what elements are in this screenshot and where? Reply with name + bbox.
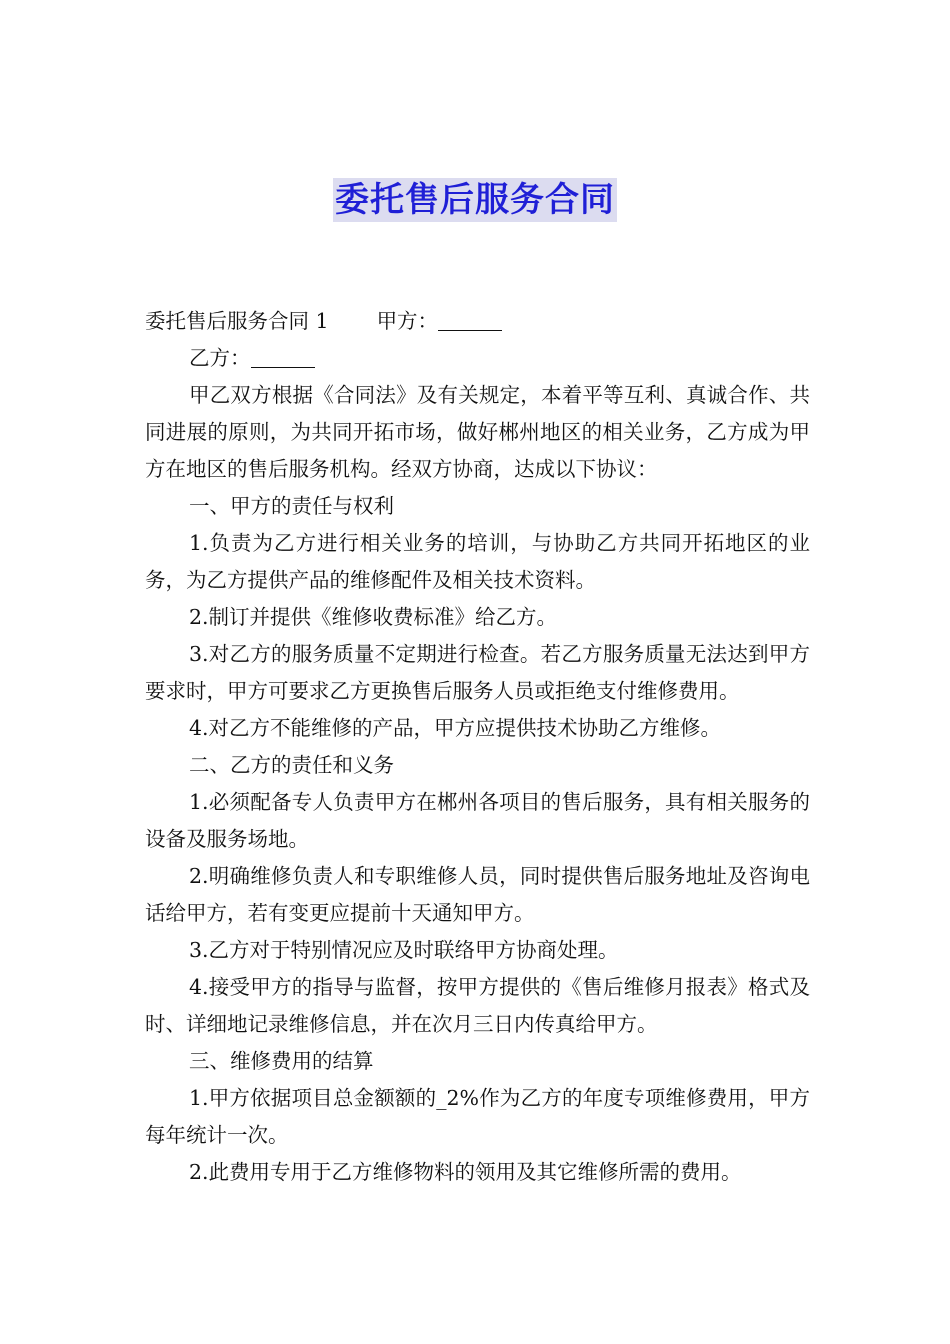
clause-b-4: 4.接受甲方的指导与监督，按甲方提供的《售后维修月报表》格式及时、详细地记录维修信息，并在次月三日内传真给甲方。 — [145, 975, 810, 1036]
party-a-line — [145, 303, 810, 340]
clause-b-2: 2.明确维修负责人和专职维修人员，同时提供售后服务地址及咨询电话给甲方，若有变更应提前十天通知甲方。 — [145, 864, 810, 925]
clause-b-3: 3.乙方对于特别情况应及时联络甲方协商处理。 — [189, 938, 619, 962]
party-b-label: 乙方： — [189, 346, 251, 370]
clause-b-1: 1.必须配备专人负责甲方在郴州各项目的售后服务，具有相关服务的设备及服务场地。 — [145, 790, 810, 851]
contract-name: 委托售后服务合同 1 — [145, 309, 329, 333]
title-container — [0, 178, 950, 222]
section-heading-party-a: 一、甲方的责任与权利 — [189, 494, 394, 518]
clause-a-3: 3.对乙方的服务质量不定期进行检查。若乙方服务质量无法达到甲方要求时，甲方可要求乙方更换售后服务人员或拒绝支付维修费用。 — [145, 642, 810, 703]
preamble-paragraph: 甲乙双方根据《合同法》及有关规定，本着平等互利、真诚合作、共同进展的原则，为共同开拓市场，做好郴州地区的相关业务，乙方成为甲方在地区的售后服务机构。经双方协商，达成以下协议： — [145, 383, 810, 481]
section-heading-party-b: 二、乙方的责任和义务 — [189, 753, 394, 777]
clause-a-4: 4.对乙方不能维修的产品，甲方应提供技术协助乙方维修。 — [189, 716, 722, 740]
party-b-line — [145, 340, 810, 377]
party-a-blank — [438, 310, 502, 331]
document-body — [145, 303, 810, 1191]
document-title: 委托售后服务合同 — [335, 180, 615, 220]
clause-a-1: 1.负责为乙方进行相关业务的培训，与协助乙方共同开拓地区的业务，为乙方提供产品的维修配件及相关技术资料。 — [145, 531, 810, 592]
party-a-label: 甲方： — [376, 309, 439, 333]
clause-c-2: 2.此费用专用于乙方维修物料的领用及其它维修所需的费用。 — [189, 1160, 742, 1184]
clause-a-2: 2.制订并提供《维修收费标准》给乙方。 — [189, 605, 558, 629]
party-b-blank — [251, 347, 315, 368]
clause-c-1: 1.甲方依据项目总金额额的_2%作为乙方的年度专项维修费用，甲方每年统计一次。 — [145, 1086, 810, 1147]
section-heading-fees: 三、维修费用的结算 — [189, 1049, 374, 1073]
